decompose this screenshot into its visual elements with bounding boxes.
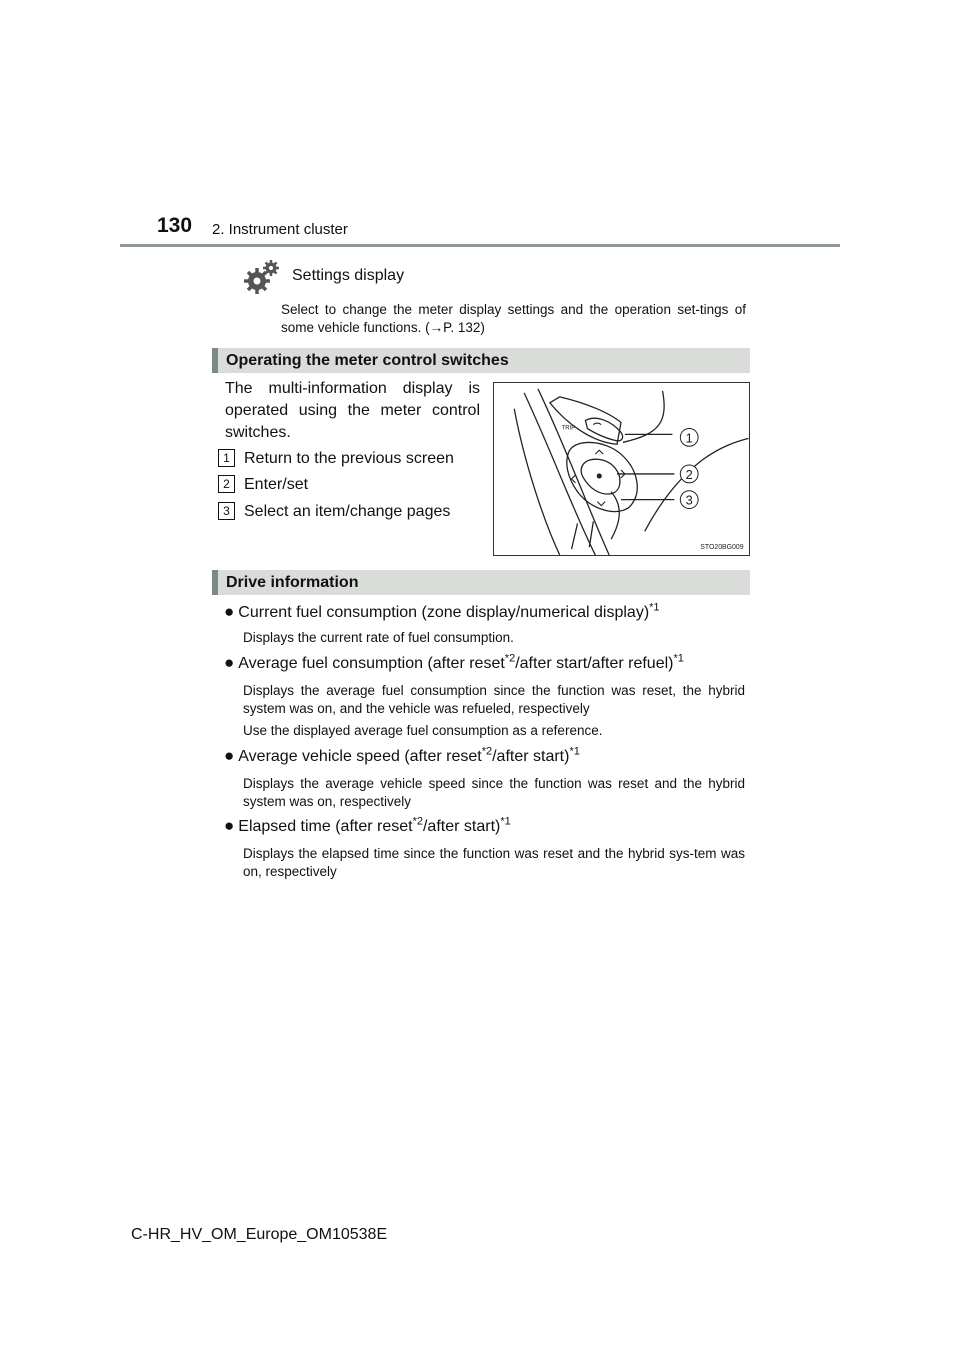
callout-number: 1 xyxy=(218,449,235,467)
meter-switch-illustration xyxy=(493,382,750,556)
header-rule xyxy=(120,244,840,247)
list-item-description: Displays the current rate of fuel consumption. xyxy=(243,630,514,645)
list-item xyxy=(218,448,454,470)
callout-2: 2 xyxy=(685,466,693,482)
settings-display-description: Select to change the meter display settings and the operation set-tings of some vehicle functions. (→P. 132) xyxy=(281,302,746,335)
meter-switches-intro: The multi-information display is operated using the meter control switches. xyxy=(225,380,480,441)
list-item-label: Select an item/change pages xyxy=(244,503,451,520)
settings-display-title: Settings display xyxy=(292,267,405,284)
page-number: 130 xyxy=(157,214,193,237)
list-item: ● Elapsed time (after reset$^{*2}$/after start)$^{*1}$ xyxy=(224,815,511,835)
list-item-label: Enter/set xyxy=(244,476,309,493)
filled-circle-bullet-icon: ● xyxy=(224,602,235,621)
list-item-description: Use the displayed average fuel consumption as a reference. xyxy=(243,723,603,738)
list-item-description: Displays the elapsed time since the function was reset and the hybrid sys-tem was on, respectively xyxy=(243,846,745,879)
filled-circle-bullet-icon: ● xyxy=(224,746,235,765)
list-item-description: Displays the average vehicle speed since the function was reset and the hybrid system was on, respectively xyxy=(243,776,745,809)
list-item: ● Average vehicle speed (after reset$^{*2}$/after start)$^{*1}$ xyxy=(224,745,580,765)
document-code: C-HR_HV_OM_Europe_OM10538E xyxy=(131,1226,388,1243)
meter-switches-heading: Operating the meter control switches xyxy=(212,348,750,373)
callout-3: 3 xyxy=(685,492,693,508)
callout-number: 3 xyxy=(218,502,235,520)
callout-1: 1 xyxy=(685,430,693,446)
list-item: ● Current fuel consumption (zone display/numerical display)$^{*1}$ xyxy=(224,601,660,621)
list-item xyxy=(218,501,450,523)
list-item-description: Displays the average fuel consumption since the function was reset, the hybrid system was on, and the vehicle was refueled, respectively xyxy=(243,683,745,716)
list-item: ● Average fuel consumption (after reset$^{*2}$/after start/after refuel)$^{*1}$ xyxy=(224,652,684,672)
drive-information-heading: Drive information xyxy=(212,570,750,595)
list-item-label: Return to the previous screen xyxy=(244,450,454,467)
filled-circle-bullet-icon: ● xyxy=(224,653,235,672)
figure-code: STO20BG009 xyxy=(700,544,744,552)
callout-number: 2 xyxy=(218,475,235,493)
gear-icon xyxy=(243,259,281,297)
section-title: 2. Instrument cluster xyxy=(212,221,348,238)
filled-circle-bullet-icon: ● xyxy=(224,816,235,835)
list-item xyxy=(218,474,308,496)
trip-button-label: TRIP xyxy=(561,425,576,432)
